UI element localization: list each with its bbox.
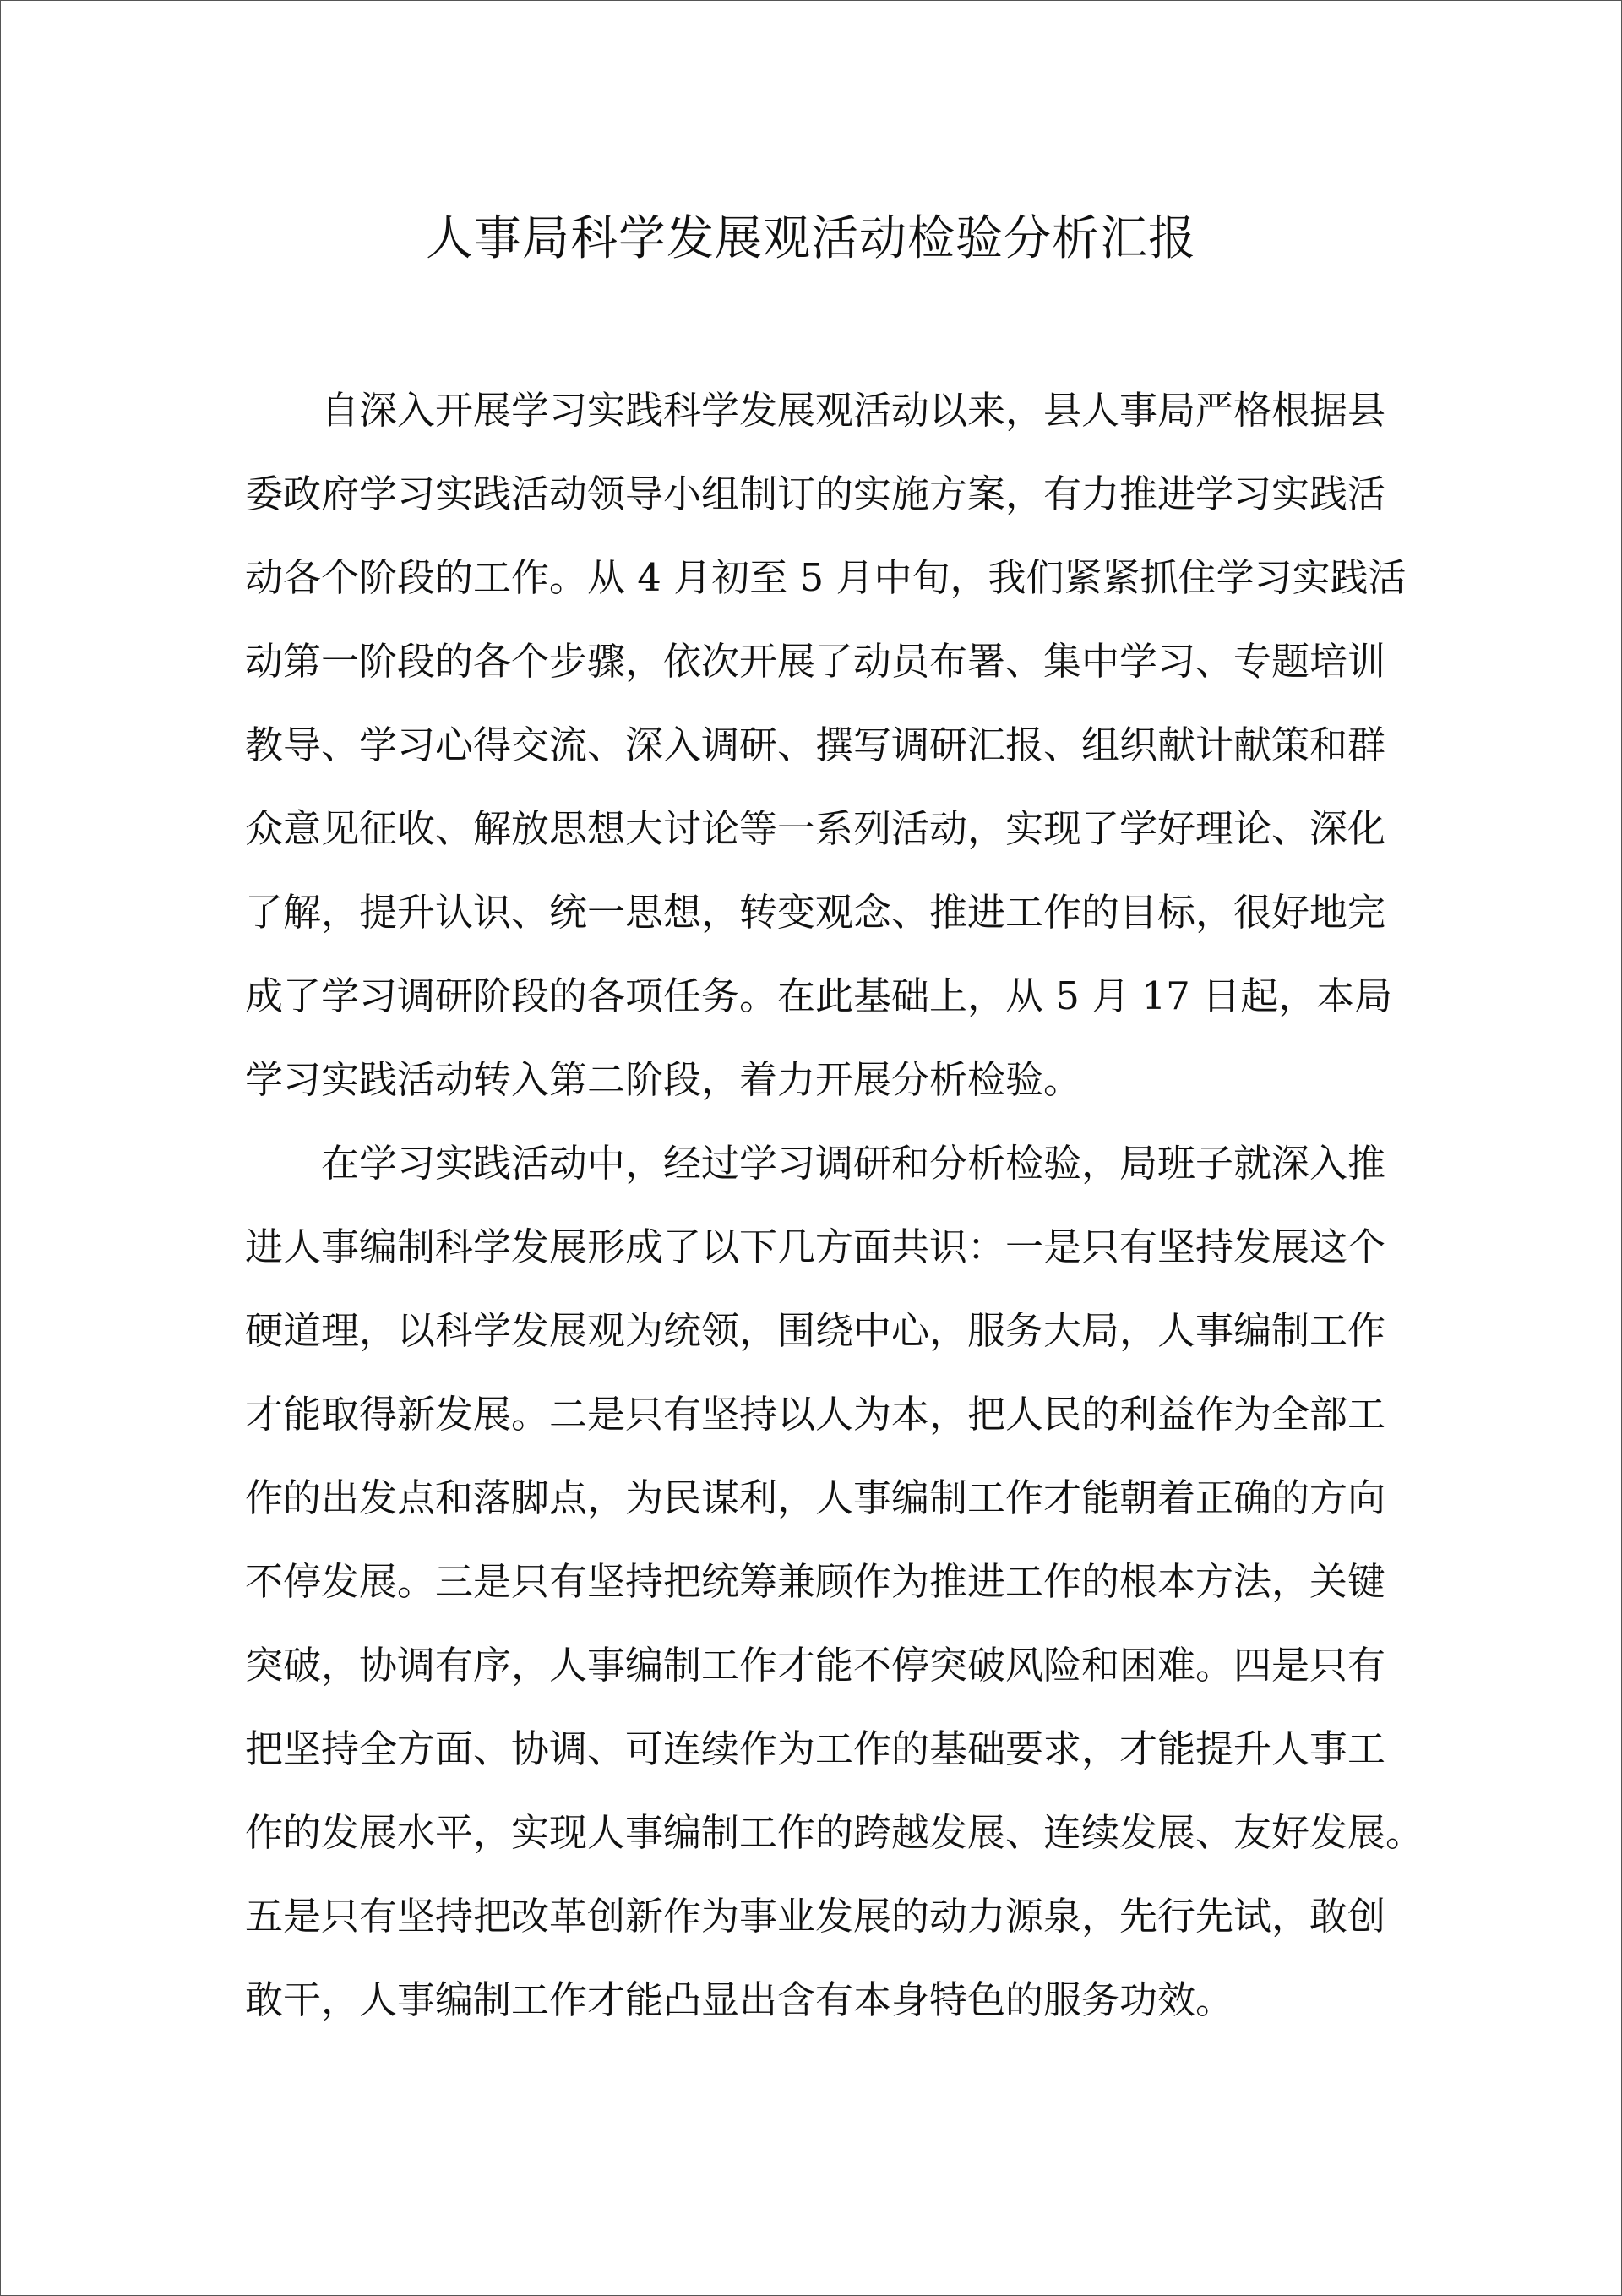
paragraph-1-line-9: 学习实践活动转入第二阶段，着力开展分析检验。 xyxy=(245,1057,1082,1102)
paragraph-2-line-1: 在学习实践活动中，经过学习调研和分析检验，局班子就深入推 xyxy=(321,1141,1386,1186)
paragraph-2-line-4: 才能取得新发展。二是只有坚持以人为本，把人民的利益作为全部工 xyxy=(245,1392,1386,1437)
paragraph-2-line-8: 把坚持全方面、协调、可连续作为工作的基础要求，才能提升人事工 xyxy=(245,1726,1386,1771)
paragraph-2-line-10: 五是只有坚持把改革创新作为事业发展的动力源泉，先行先试，敢创 xyxy=(245,1894,1386,1939)
paragraph-1-line-5: 教导、学习心得交流、深入调研、撰写调研汇报、组织献计献策和群 xyxy=(245,723,1386,767)
paragraph-1-line-1: 自深入开展学习实践科学发展观活动以来，县人事局严格根据县 xyxy=(321,388,1386,433)
paragraph-1-line-3: 动各个阶段的工作。从 4 月初至 5 月中旬，我们紧紧抓住学习实践活 xyxy=(245,555,1407,600)
paragraph-2-line-9: 作的发展水平，实现人事编制工作的跨越发展、连续发展、友好发展。 xyxy=(245,1810,1424,1855)
paragraph-2-line-5: 作的出发点和落脚点，为民谋利，人事编制工作才能朝着正确的方向 xyxy=(245,1475,1386,1520)
paragraph-1-line-8: 成了学习调研阶段的各项任务。在此基础上，从 5 月 17 日起，本局 xyxy=(245,973,1393,1018)
document-title: 人事局科学发展观活动检验分析汇报 xyxy=(426,211,1196,266)
paragraph-2-line-2: 进人事编制科学发展形成了以下几方面共识：一是只有坚持发展这个 xyxy=(245,1224,1386,1269)
paragraph-2-line-6: 不停发展。三是只有坚持把统筹兼顾作为推进工作的根本方法，关键 xyxy=(245,1559,1386,1604)
paragraph-1-line-7: 了解，提升认识、统一思想，转变观念、推进工作的目标，很好地完 xyxy=(245,890,1386,935)
paragraph-1-line-2: 委政府学习实践活动领导小组制订的实施方案，有力推进学习实践活 xyxy=(245,472,1386,516)
paragraph-2-line-3: 硬道理，以科学发展观为统领，围绕中心，服务大局，人事编制工作 xyxy=(245,1308,1386,1353)
paragraph-1-line-4: 动第一阶段的各个步骤，依次开展了动员布署、集中学习、专题培训 xyxy=(245,639,1386,684)
paragraph-1-line-6: 众意见征收、解放思想大讨论等一系列活动，实现了学好理论、深化 xyxy=(245,806,1386,851)
paragraph-2-line-11: 敢干，人事编制工作才能凸显出含有本身特色的服务功效。 xyxy=(245,1977,1234,2022)
paragraph-2-line-7: 突破，协调有序，人事编制工作才能不停突破风险和困难。四是只有 xyxy=(245,1643,1386,1688)
